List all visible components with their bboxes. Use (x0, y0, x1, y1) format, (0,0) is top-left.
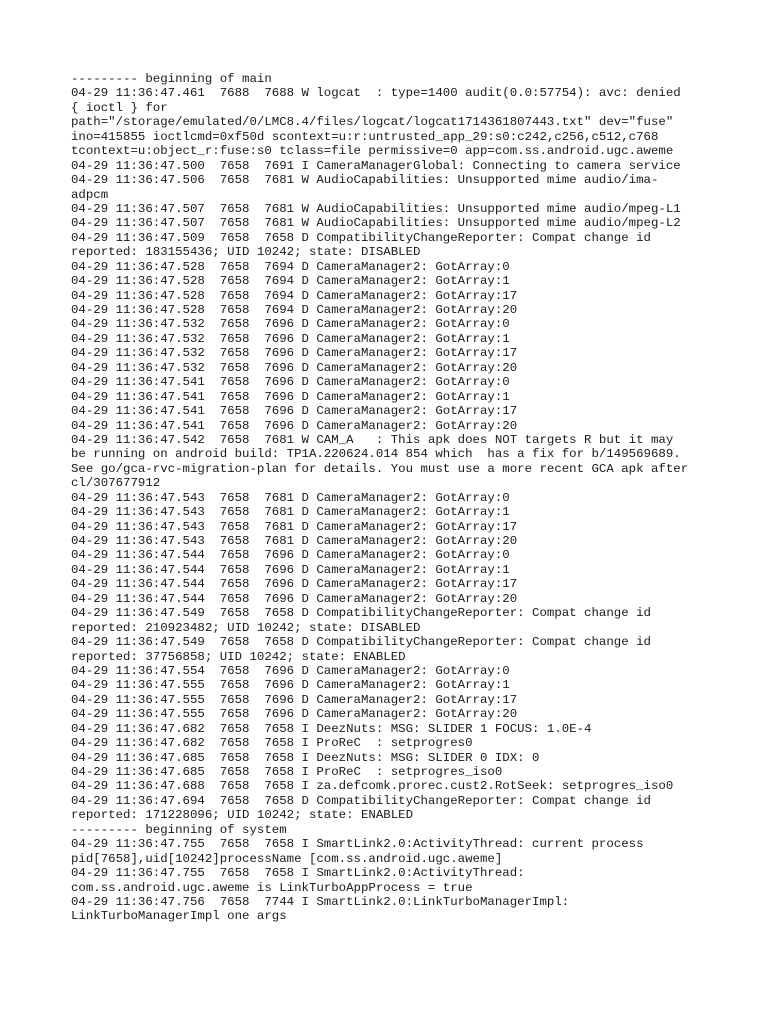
log-line: 04-29 11:36:47.543 7658 7681 D CameraManager2: GotArray:0 (71, 490, 510, 505)
log-line: 04-29 11:36:47.532 7658 7696 D CameraManager2: GotArray:1 (71, 331, 510, 346)
log-line: reported: 37756858; UID 10242; state: ENABLED (71, 649, 406, 664)
log-line: 04-29 11:36:47.543 7658 7681 D CameraManager2: GotArray:20 (71, 534, 518, 548)
log-line: 04-29 11:36:47.507 7658 7681 W AudioCapabilities: Unsupported mime audio/mpeg-L1 (71, 201, 681, 216)
log-line: 04-29 11:36:47.756 7658 7744 I SmartLink2.0:LinkTurboManagerImpl: (71, 894, 570, 909)
log-line: 04-29 11:36:47.541 7658 7696 D CameraManager2: GotArray:20 (71, 418, 518, 433)
log-line: 04-29 11:36:47.685 7658 7658 I ProReC : setprogres_iso0 (71, 765, 503, 779)
log-line: ino=415855 ioctlcmd=0xf50d scontext=u:r:untrusted_app_29:s0:c242,c256,c512,c768 (71, 129, 659, 144)
log-line: 04-29 11:36:47.500 7658 7691 I CameraManagerGlobal: Connecting to camera service (71, 158, 681, 173)
log-line: 04-29 11:36:47.532 7658 7696 D CameraManager2: GotArray:20 (71, 360, 518, 375)
log-line: 04-29 11:36:47.755 7658 7658 I SmartLink2.0:ActivityThread: (71, 866, 525, 881)
log-line: 04-29 11:36:47.532 7658 7696 D CameraManager2: GotArray:0 (71, 317, 510, 332)
log-line: 04-29 11:36:47.506 7658 7681 W AudioCapabilities: Unsupported mime audio/ima- (71, 173, 659, 188)
log-line: 04-29 11:36:47.532 7658 7696 D CameraManager2: GotArray:17 (71, 346, 518, 361)
log-line: 04-29 11:36:47.549 7658 7658 D CompatibilityChangeReporter: Compat change id (71, 606, 651, 621)
log-line: 04-29 11:36:47.507 7658 7681 W AudioCapabilities: Unsupported mime audio/mpeg-L2 (71, 216, 681, 231)
log-line: com.ss.android.ugc.aweme is LinkTurboAppProcess = true (71, 880, 473, 895)
log-line: 04-29 11:36:47.528 7658 7694 D CameraManager2: GotArray:17 (71, 288, 518, 303)
log-line: 04-29 11:36:47.528 7658 7694 D CameraManager2: GotArray:1 (71, 274, 510, 289)
log-line: be running on android build: TP1A.220624.014 854 which has a fix for b/149569689. (71, 447, 681, 462)
log-line: 04-29 11:36:47.685 7658 7658 I DeezNuts: MSG: SLIDER 0 IDX: 0 (71, 750, 540, 765)
log-line: 04-29 11:36:47.694 7658 7658 D CompatibilityChangeReporter: Compat change id (71, 793, 651, 808)
log-line: reported: 210923482; UID 10242; state: DISABLED (71, 620, 421, 635)
log-line: 04-29 11:36:47.549 7658 7658 D CompatibilityChangeReporter: Compat change id (71, 635, 651, 650)
log-line: 04-29 11:36:47.541 7658 7696 D CameraManager2: GotArray:0 (71, 375, 510, 390)
log-line: 04-29 11:36:47.555 7658 7696 D CameraManager2: GotArray:1 (71, 678, 510, 693)
log-line: --------- beginning of system (71, 822, 287, 837)
log-line: 04-29 11:36:47.544 7658 7696 D CameraManager2: GotArray:20 (71, 591, 518, 606)
log-line: reported: 171228096; UID 10242; state: ENABLED (71, 808, 414, 823)
log-line: 04-29 11:36:47.528 7658 7694 D CameraManager2: GotArray:0 (71, 259, 510, 274)
log-line: 04-29 11:36:47.528 7658 7694 D CameraManager2: GotArray:20 (71, 303, 518, 317)
log-line: { ioctl } for (71, 100, 168, 115)
log-line: 04-29 11:36:47.543 7658 7681 D CameraManager2: GotArray:17 (71, 519, 518, 534)
logcat-document (71, 72, 711, 924)
log-line: 04-29 11:36:47.682 7658 7658 I DeezNuts: MSG: SLIDER 1 FOCUS: 1.0E-4 (71, 721, 592, 736)
log-line: 04-29 11:36:47.682 7658 7658 I ProReC : setprogres0 (71, 736, 473, 751)
log-line: tcontext=u:object_r:fuse:s0 tclass=file permissive=0 app=com.ss.android.ugc.aweme (71, 144, 674, 159)
log-line: 04-29 11:36:47.755 7658 7658 I SmartLink2.0:ActivityThread: current process (71, 837, 644, 852)
log-line: 04-29 11:36:47.544 7658 7696 D CameraManager2: GotArray:1 (71, 562, 510, 577)
log-line: 04-29 11:36:47.541 7658 7696 D CameraManager2: GotArray:17 (71, 404, 518, 419)
log-line: reported: 183155436; UID 10242; state: DISABLED (71, 245, 421, 260)
log-line: 04-29 11:36:47.554 7658 7696 D CameraManager2: GotArray:0 (71, 663, 510, 678)
log-line: 04-29 11:36:47.541 7658 7696 D CameraManager2: GotArray:1 (71, 389, 510, 404)
log-line: LinkTurboManagerImpl one args (71, 909, 287, 924)
log-line: 04-29 11:36:47.688 7658 7658 I za.defcomk.prorec.cust2.RotSeek: setprogres_iso0 (71, 779, 674, 794)
log-line: adpcm (71, 187, 109, 202)
log-line: 04-29 11:36:47.461 7688 7688 W logcat : type=1400 audit(0.0:57754): avc: denied (71, 86, 681, 101)
log-line: 04-29 11:36:47.543 7658 7681 D CameraManager2: GotArray:1 (71, 505, 510, 520)
log-line: 04-29 11:36:47.542 7658 7681 W CAM_A : This apk does NOT targets R but it may (71, 432, 674, 447)
log-line: 04-29 11:36:47.544 7658 7696 D CameraManager2: GotArray:0 (71, 548, 510, 563)
log-line: 04-29 11:36:47.555 7658 7696 D CameraManager2: GotArray:17 (71, 692, 518, 707)
log-line: 04-29 11:36:47.509 7658 7658 D CompatibilityChangeReporter: Compat change id (71, 230, 651, 245)
log-line: 04-29 11:36:47.555 7658 7696 D CameraManager2: GotArray:20 (71, 707, 518, 722)
log-line: pid[7658],uid[10242]processName [com.ss.android.ugc.aweme] (71, 851, 503, 866)
log-line: --------- beginning of main (71, 72, 272, 86)
log-line: path="/storage/emulated/0/LMC8.4/files/logcat/logcat1714361807443.txt" dev="fuse" (71, 115, 674, 130)
log-line: See go/gca-rvc-migration-plan for details. You must use a more recent GCA apk after (71, 461, 689, 476)
log-line: 04-29 11:36:47.544 7658 7696 D CameraManager2: GotArray:17 (71, 577, 518, 592)
log-line: cl/307677912 (71, 476, 161, 491)
